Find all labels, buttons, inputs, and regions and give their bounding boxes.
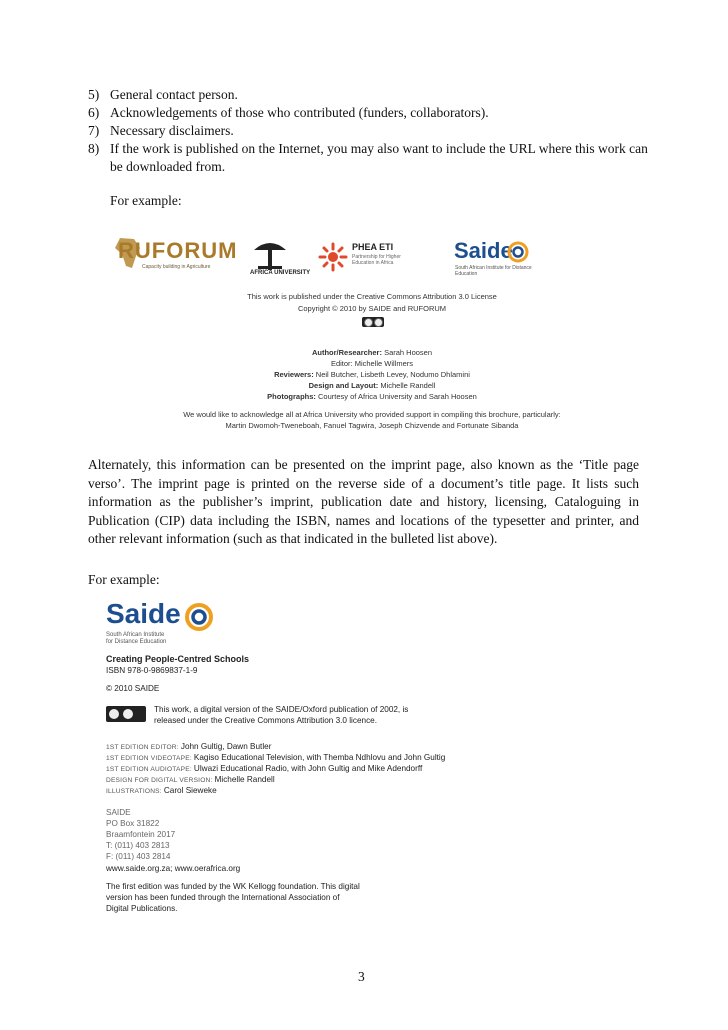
credit-line: Reviewers: Neil Butcher, Lisbeth Levey, Nodumo Dhlamini (274, 370, 470, 379)
credit-line: 1ST EDITION EDITOR: John Gultig, Dawn Butler (106, 742, 272, 751)
credit-line: DESIGN FOR DIGITAL VERSION: Michelle Randell (106, 775, 275, 784)
isbn: ISBN 978-0-9869837-1-9 (106, 666, 198, 675)
saide-ring-icon (507, 241, 529, 263)
phea-sun-icon (318, 242, 348, 272)
book-title: Creating People-Centred Schools (106, 654, 250, 664)
saide-logo-subtitle: South African Institute for Distance Education (455, 265, 532, 277)
page-number: 3 (358, 969, 365, 984)
address-line: SAIDE (106, 808, 131, 817)
list-text: Acknowledgements of those who contributed (funders, collaborators). (110, 105, 489, 120)
credit-line: Author/Researcher: Sarah Hoosen (311, 348, 433, 357)
body-paragraph: Alternately, this information can be presented on the imprint page, also known as the ‘Title page verso’. The imprint page is printed on the reverse side of a document’s title page. It lists such information as the publisher’s imprint, publication date and history, licensing, Cataloguing in Publication (CIP) data including the ISBN, names and locations of the typesetter and printer, and other relevant information (such as that indicated in the bulleted list above). (88, 457, 639, 547)
list-item (88, 140, 648, 176)
funding-line: The first edition was funded by the WK Kellogg foundation. This digital (106, 882, 360, 891)
list-number: 6) (88, 105, 100, 120)
list-text: Necessary disclaimers. (110, 123, 234, 138)
credit-line: 1ST EDITION VIDEOTAPE: Kagiso Educational Television, with Themba Ndhlovu and John Gultig (106, 753, 446, 762)
logo-row (112, 232, 632, 282)
requirements-list (88, 86, 648, 176)
copyright-line: © 2010 SAIDE (106, 684, 160, 693)
credit-line: ILLUSTRATIONS: Carol Sieweke (106, 786, 217, 795)
list-item (88, 122, 648, 140)
list-text: If the work is published on the Internet, you may also want to include the URL where this work can be downloaded from. (110, 141, 648, 174)
credit-line: Photographs: Courtesy of Africa University and Sarah Hoosen (267, 392, 477, 401)
acknowledgement-names: Martin Dwomoh-Tweneboah, Fanuel Tagwira, Joseph Chizvende and Fortunate Sibanda (225, 421, 519, 430)
imprint-page-figure (104, 594, 524, 939)
list-number: 5) (88, 87, 100, 102)
address-line: F: (011) 403 2814 (106, 852, 171, 861)
phea-logo-title: PHEA ETI (352, 242, 394, 252)
list-item (88, 86, 648, 104)
funding-line: Digital Publications. (106, 904, 178, 913)
website-links: www.saide.org.za; www.oerafrica.org (106, 864, 241, 873)
saide-logo-subtitle: South African Institute for Distance Education (106, 632, 167, 645)
ruforum-tagline: Capacity building in Agriculture (142, 264, 211, 270)
license-line: This work is published under the Creative Commons Attribution 3.0 License (247, 292, 497, 301)
ruforum-logo: RUFORUM (118, 238, 238, 263)
saide-logo: Saide (454, 238, 513, 263)
address-line: T: (011) 403 2813 (106, 841, 170, 850)
example-label: For example: (110, 193, 182, 208)
copyright-figure-1 (112, 226, 632, 436)
acknowledgement-line: We would like to acknowledge all at Africa University who provided support in compiling this brochure, particularly: (183, 410, 561, 419)
list-number: 7) (88, 123, 100, 138)
license-statement: This work, a digital version of the SAIDE/Oxford publication of 2002, is released under the Creative Commons Attribution 3.0 licence. (154, 705, 409, 725)
africa-university-label: AFRICA UNIVERSITY (250, 270, 311, 276)
saide-logo: Saide (106, 598, 181, 629)
list-item (88, 104, 648, 122)
list-number: 8) (88, 141, 100, 156)
saide-ring-icon (184, 602, 214, 632)
credit-line: Design and Layout: Michelle Randell (308, 381, 436, 390)
copyright-line: Copyright © 2010 by SAIDE and RUFORUM (297, 304, 447, 313)
list-text: General contact person. (110, 87, 238, 102)
phea-logo-subtitle: Partnership for Higher Education in Africa (352, 254, 401, 266)
creative-commons-icon (106, 706, 146, 722)
creative-commons-icon (362, 317, 384, 327)
credit-line: 1ST EDITION AUDIOTAPE: Ulwazi Educational Radio, with John Gultig and Mike Adendorff (106, 764, 423, 773)
funding-line: version has been funded through the International Association of (106, 893, 340, 902)
address-line: PO Box 31822 (106, 819, 160, 828)
credit-line: Editor: Michelle Willmers (330, 359, 414, 368)
address-line: Braamfontein 2017 (106, 830, 176, 839)
example-label: For example: (88, 572, 160, 587)
